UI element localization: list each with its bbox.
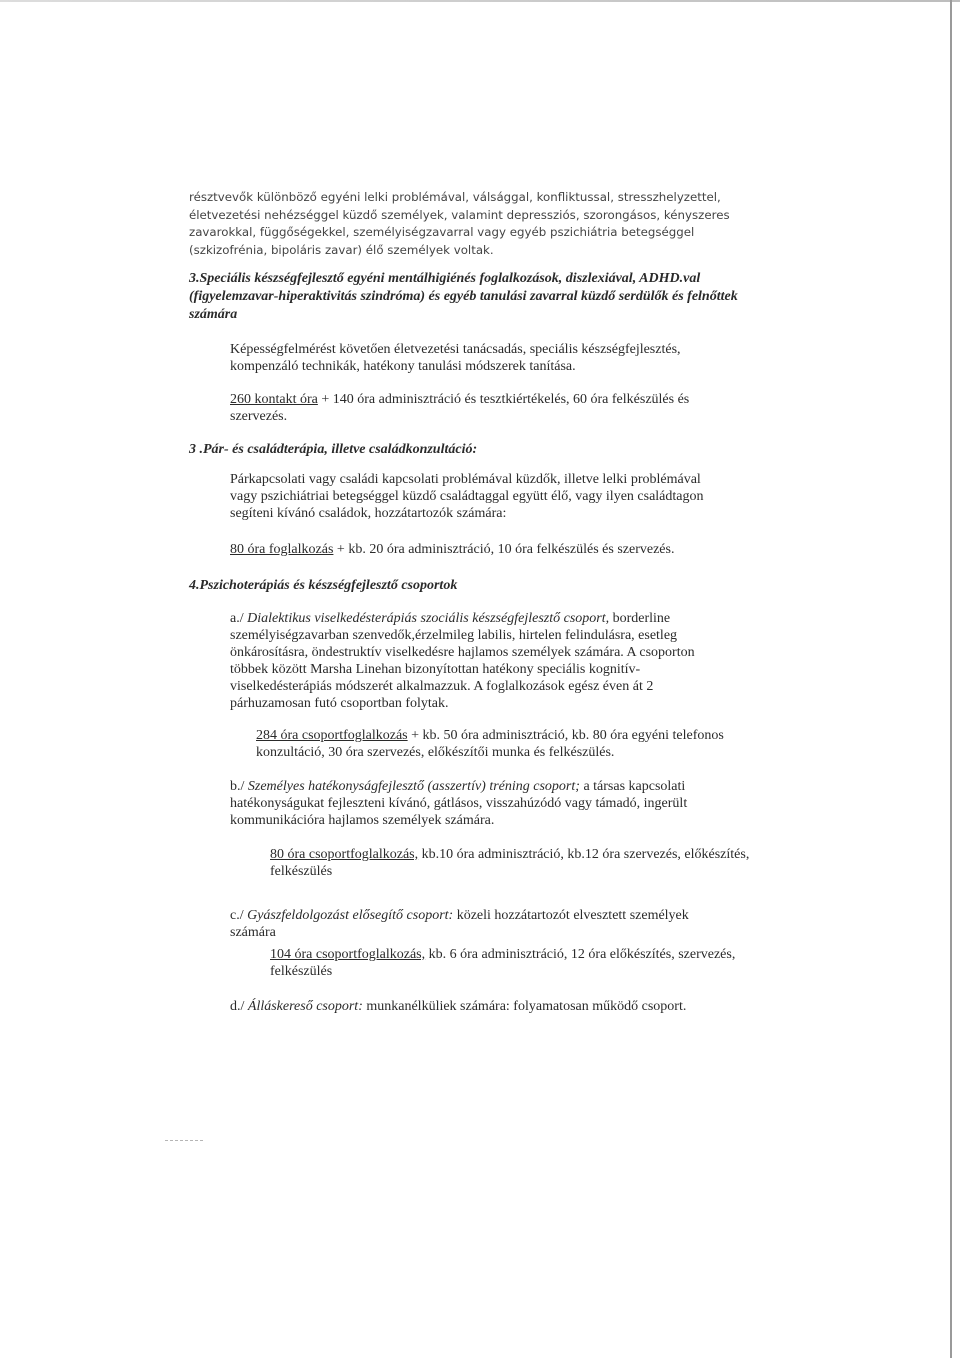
group-b-title: Személyes hatékonyságfejlesztő (asszertív) tréning csoport; <box>247 779 580 794</box>
group-a-hours-underlined: 284 óra csoportfoglalkozás <box>256 728 408 743</box>
group-c-prefix: c./ <box>230 908 248 923</box>
group-a-paragraph <box>230 610 730 712</box>
section-3b-heading: 3 .Pár- és családterápia, illetve családkonzultáció: <box>189 442 478 457</box>
group-d-title: Álláskereső csoport: <box>247 999 363 1014</box>
group-b-paragraph <box>230 778 730 829</box>
group-d-text: munkanélküliek számára: folyamatosan működő csoport. <box>362 999 687 1014</box>
group-b-prefix: b./ <box>230 779 248 794</box>
group-c-paragraph <box>230 907 730 941</box>
section-3b-hours-underlined: 80 óra foglalkozás <box>230 542 334 557</box>
group-d-paragraph <box>230 998 730 1015</box>
group-c-text: közeli hozzátartozót elvesztett személyek számára <box>230 908 689 940</box>
section-3a-heading: 3.Speciális készségfejlesztő egyéni mentálhigiénés foglalkozások, diszlexiával, ADHD.val (figyelemzavar-hiperaktivitás szindróma) és egyéb tanulási zavarral küzdő serdülők és felnőttek számára <box>189 271 738 322</box>
section-3b-text: Párkapcsolati vagy családi kapcsolati problémával küzdők, illetve lelki problémával vagy pszichiátriai betegséggel küzdő családtaggal együtt élő, vagy ilyen családtagon segíteni kívánó családok, hozzátartozók számára: <box>230 472 704 521</box>
section-3a-text: Képességfelmérést követően életvezetési tanácsadás, speciális készségfejlesztés, kompenzáló technikák, hatékony tanulási módszerek tanítása. <box>230 342 681 374</box>
section-4-heading: 4.Pszichoterápiás és készségfejlesztő csoportok <box>189 578 458 593</box>
group-b-hours-underlined: 80 óra csoportfoglalkozás, <box>270 847 419 862</box>
page-right-edge <box>950 0 952 1358</box>
section-3a-hours <box>230 391 730 425</box>
group-a-hours <box>256 727 756 761</box>
group-b-hours <box>270 846 770 880</box>
group-c-hours-rest: kb. 6 óra adminisztráció, 12 óra előkészítés, szervezés, felkészülés <box>270 947 736 979</box>
section-3b-hours-rest: + kb. 20 óra adminisztráció, 10 óra felkészülés és szervezés. <box>333 542 675 557</box>
group-b-text: a társas kapcsolati hatékonyságukat fejleszteni kívánó, gátlásos, visszahúzódó vagy támadó, ingerült kommunikációra hajlamos személyek számára. <box>230 779 688 828</box>
group-d-prefix: d./ <box>230 999 248 1014</box>
group-c-hours <box>270 946 770 980</box>
group-a-prefix: a./ <box>230 611 248 626</box>
page-top-edge <box>0 0 960 2</box>
group-b-hours-rest: kb.10 óra adminisztráció, kb.12 óra szervezés, előkészítés, felkészülés <box>270 847 750 879</box>
group-c-hours-underlined: 104 óra csoportfoglalkozás, <box>270 947 426 962</box>
group-a-title: Dialektikus viselkedésterápiás szociális készségfejlesztő csoport, <box>247 611 610 626</box>
section-3b-hours <box>230 541 730 558</box>
section-3a-hours-underlined: 260 kontakt óra <box>230 392 318 407</box>
group-a-text: borderline személyiségzavarban szenvedők,érzelmileg labilis, hirtelen felindulásra, esetleg önkárosításra, öndestruktív viselkedésre hajlamos személyek számára. A csoporton többek között Marsha Linehan bizonyítottan hatékony speciális kognitív-viselkedésterápiás módszerét alkalmazzuk. A foglalkozások egész éven át 2 párhuzamosan futó csoportban folytak. <box>230 611 695 711</box>
section-3a-hours-rest: + 140 óra adminisztráció és tesztkiértékelés, 60 óra felkészülés és szervezés. <box>230 392 690 424</box>
scan-mark <box>165 1140 203 1142</box>
intro-paragraph: résztvevők különböző egyéni lelki problémával, válsággal, konfliktussal, stresszhelyzettel, életvezetési nehézséggel küzdő személyek, valamint depressziós, szorongásos, kényszeres zavarokkal, függőségekkel, személyiségzavarral vagy egyéb pszichiátria betegséggel (szkizofrénia, bipoláris zavar) élő személyek voltak. <box>189 190 730 257</box>
group-a-hours-rest: + kb. 50 óra adminisztráció, kb. 80 óra egyéni telefonos konzultáció, 30 óra szervezés, előkészítői munka és felkészülés. <box>256 728 724 760</box>
group-c-title: Gyászfeldolgozást elősegítő csoport: <box>247 908 454 923</box>
